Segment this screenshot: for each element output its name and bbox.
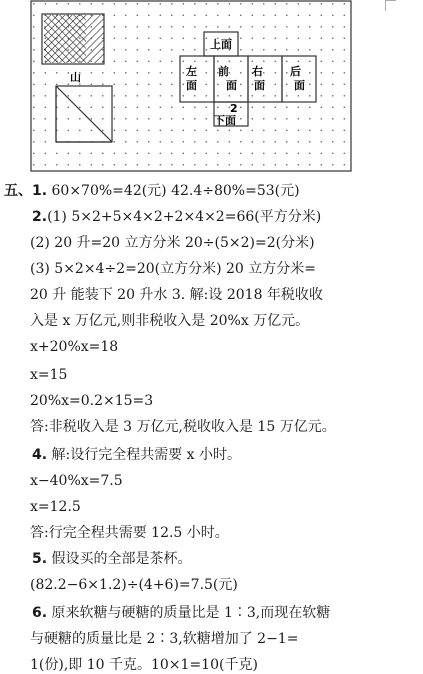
line-text: 入是 x 万亿元,则非税收入是 20%x 万亿元。: [30, 313, 310, 329]
line-text: 20%x=0.2×15=3: [30, 393, 154, 409]
question-number: 6.: [32, 605, 48, 621]
answer-line: [30, 418, 336, 436]
answer-line: [30, 260, 316, 278]
right-face-label-1: 右: [252, 65, 263, 78]
line-text: 与硬糖的质量比是 2∶3,软糖增加了 2−1=: [30, 631, 299, 647]
front-face-label-2: 面: [226, 79, 237, 92]
bottom-face-label-2: 下面: [214, 114, 236, 127]
section-prefix: 五、: [4, 183, 32, 199]
grid-figure-svg: [30, 0, 352, 172]
line-text: (2) 20 升=20 立方分米 20÷(5×2)=2(分米): [30, 235, 315, 251]
front-face-label-1: 前: [218, 65, 229, 78]
line-text: 20 升 能装下 20 升水 3. 解:设 2018 年税收收: [30, 287, 323, 303]
answer-line: [30, 312, 309, 330]
answer-line: [32, 446, 241, 464]
line-text: 原来软糖与硬糖的质量比是 1∶3,而现在软糖: [47, 605, 331, 621]
answer-line: [32, 604, 330, 622]
page-corner-mark: [385, 0, 396, 11]
line-text: 假设买的全部是茶杯。: [47, 551, 192, 567]
answer-line: [30, 234, 315, 252]
line-text: 1(份),即 10 千克。10×1=10(千克): [30, 657, 258, 673]
left-face-label-1: 左: [186, 65, 197, 78]
line-text: x=12.5: [30, 499, 81, 515]
answer-line: [32, 550, 192, 568]
line-text: x=15: [30, 367, 68, 383]
answer-line: [30, 498, 81, 516]
line-text: 60×70%=42(元) 42.4÷80%=53(元): [47, 183, 300, 199]
answer-line: [30, 392, 153, 410]
answer-line: [30, 366, 67, 384]
line-text: 解:设行完全程共需要 x 小时。: [47, 447, 242, 463]
question-number: 4.: [32, 447, 48, 463]
bottom-face-label-1: 2: [230, 102, 238, 115]
answer-line: [30, 472, 123, 490]
answer-line: [30, 524, 229, 542]
back-face-label-1: 后: [290, 65, 301, 78]
answer-line: [30, 286, 323, 304]
answer-line: [30, 576, 238, 594]
back-face-label-2: 面: [294, 79, 305, 92]
line-text: (1) 5×2+5×4×2+2×4×2=66(平方分米): [47, 209, 322, 225]
question-number: 5.: [32, 551, 48, 567]
right-face-label-2: 面: [254, 79, 265, 92]
line-text: 答:行完全程共需要 12.5 小时。: [30, 525, 229, 541]
grid-figure: [30, 0, 352, 172]
answer-line: [30, 630, 298, 648]
line-text: x−40%x=7.5: [30, 473, 123, 489]
scribble-label: 山: [70, 71, 81, 84]
line-text: 答:非税收入是 3 万亿元,税收收入是 15 万亿元。: [30, 419, 336, 435]
answer-line: [32, 208, 321, 226]
line-text: x+20%x=18: [30, 339, 119, 355]
left-face-label-2: 面: [186, 79, 197, 92]
answer-line: [30, 338, 118, 356]
answer-line: [4, 182, 300, 200]
question-number: 2.: [32, 209, 48, 225]
line-text: (82.2−6×1.2)÷(4+6)=7.5(元): [30, 577, 238, 593]
line-text: (3) 5×2×4÷2=20(立方分米) 20 立方分米=: [30, 261, 317, 277]
question-number: 1.: [32, 183, 48, 199]
answer-line: [30, 656, 258, 674]
svg-text:上面: 上面: [210, 38, 232, 51]
